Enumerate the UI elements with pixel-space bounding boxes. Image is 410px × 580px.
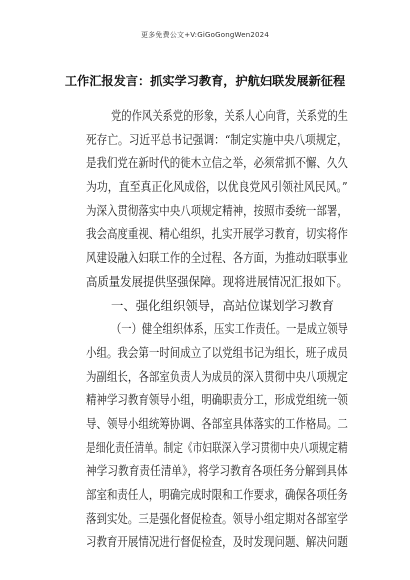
body-line: 小组。我会第一时间成立了以党组书记为组长，班子成员 [86,344,348,360]
body-line: 精神学习教育领导小组，明确职责分工，形成党组统一领 [86,392,348,408]
document-body [86,104,348,554]
body-line: 部室和责任人，明确完成时限和工作要求，确保各项任务 [86,487,348,502]
body-line: 高质量发展提供坚强保障。现将进展情况汇报如下。 [86,273,348,289]
body-line: 导、领导小组统筹协调、各部室具体落实的工作格局。二 [86,415,348,431]
body-line: 是细化责任清单。制定《市妇联深入学习贯彻中央八项规定精 [86,439,348,455]
document-title: 工作汇报发言：抓实学习教育，护航妇联发展新征程 [64,74,346,88]
header-note: 更多免费公文+V:GiGoGongWen2024 [141,31,269,39]
body-line: 风建设融入妇联工作的全过程、各方面，为推动妇联事业 [86,250,348,266]
body-line: 神学习教育责任清单》，将学习教育各项任务分解到具体 [86,463,348,479]
body-line: 落到实处。三是强化督促检查。领导小组定期对各部室学 [86,510,348,526]
body-line: （一）健全组织体系，压实工作责任。一是成立领导 [111,321,348,337]
section-heading: 一、强化组织领导，高站位谋划学习教育 [111,297,335,313]
body-line: 为副组长，各部室负责人为成员的深入贯彻中央八项规定 [86,368,348,384]
body-line: 习教育开展情况进行督促检查，及时发现问题、解决问题 [86,534,348,550]
body-line: 死存亡。习近平总书记强调：“制定实施中央八项规定， [86,131,348,147]
body-line: 是我们党在新时代的徙木立信之举，必须常抓不懈、久久 [86,155,348,171]
body-line: 为深入贯彻落实中央八项规定精神，按照市委统一部署， [86,202,348,218]
body-line: 党的作风关系党的形象，关系人心向背，关系党的生 [111,108,348,123]
body-line: 为功，直至真正化风成俗，以优良党风引领社风民风。” [86,179,348,195]
body-line: 我会高度重视、精心组织，扎实开展学习教育，切实将作 [86,226,348,242]
